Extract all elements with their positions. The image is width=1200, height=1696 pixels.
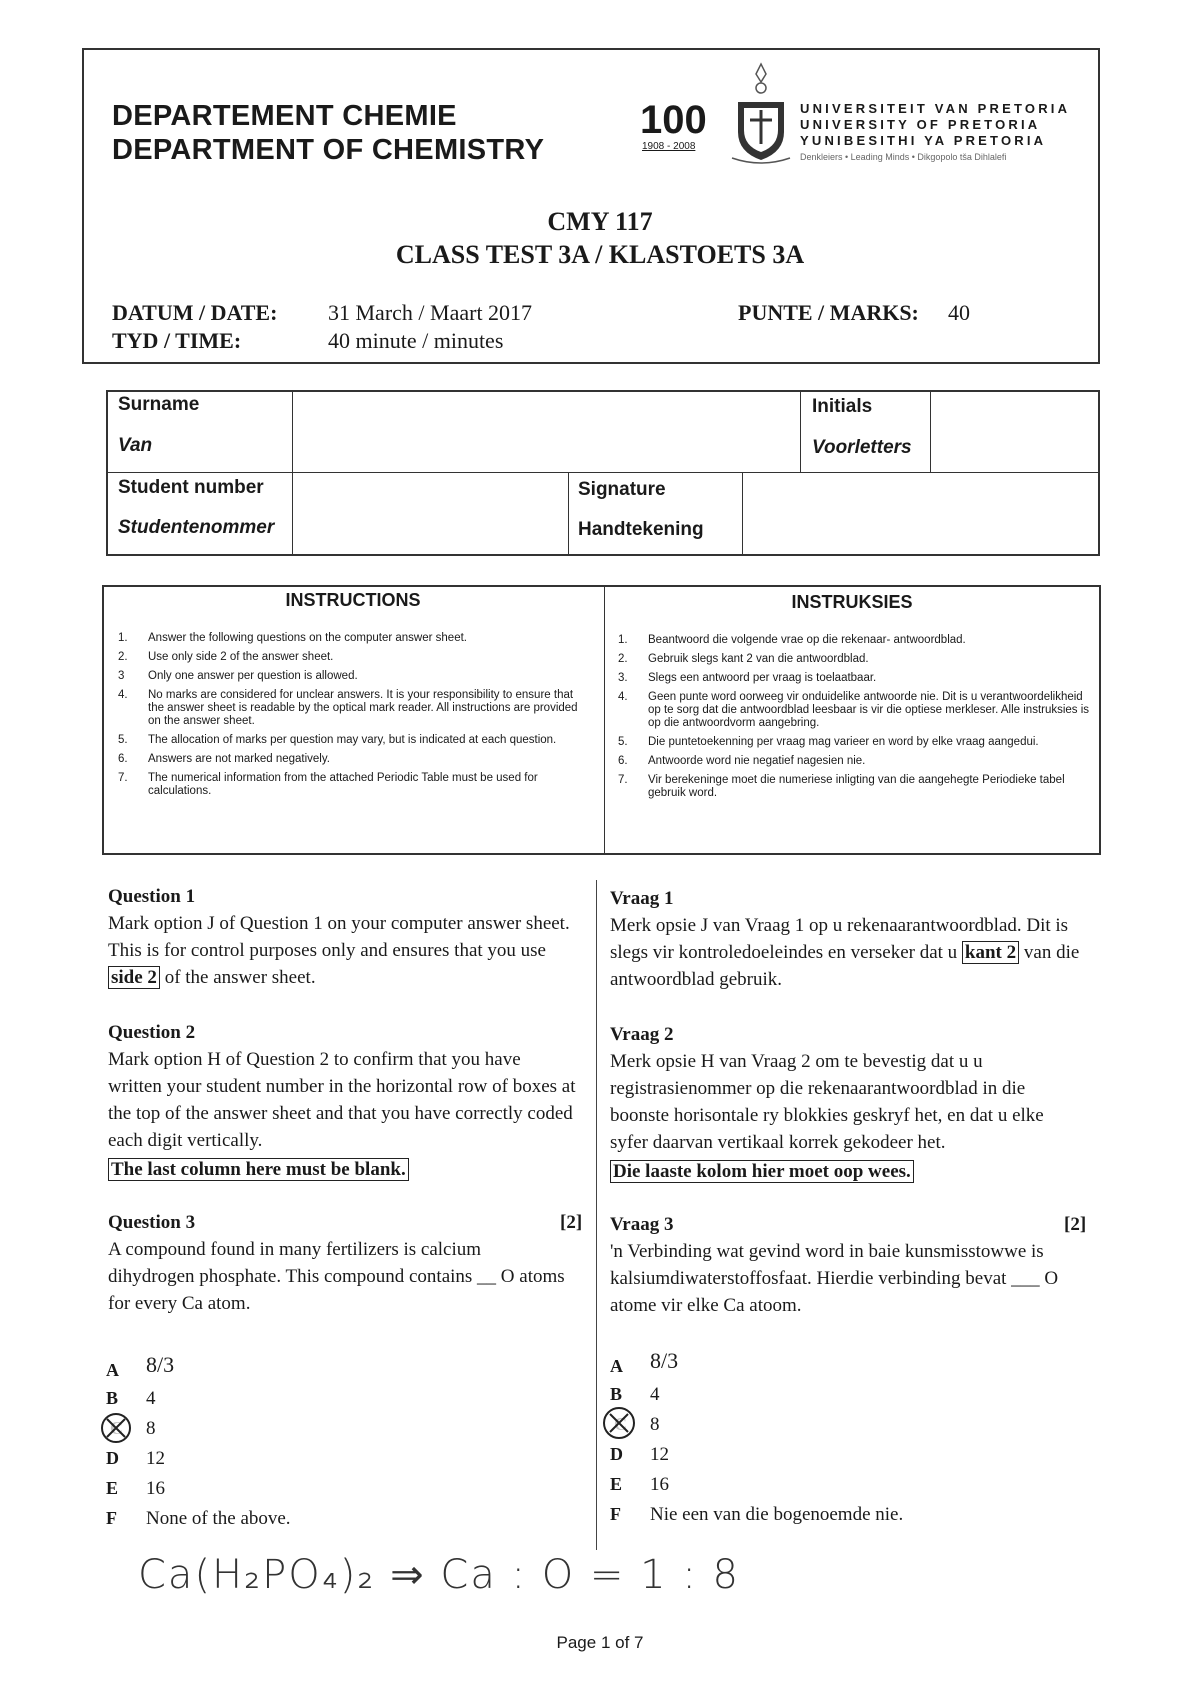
initials-label: Initials — [812, 396, 873, 417]
kant-2-highlight: kant 2 — [962, 941, 1019, 964]
question-2-boxed-note: The last column here must be blank. — [108, 1156, 409, 1183]
instruction-item: 1. Answer the following questions on the computer answer sheet. — [118, 632, 467, 644]
instruction-item: 3. Slegs een antwoord per vraag is toelaatbaar. — [618, 672, 877, 684]
student-number-label: Student number — [118, 477, 264, 498]
instruction-item: 2. Gebruik slegs kant 2 van die antwoordblad. — [618, 653, 869, 665]
university-name-sepedi: YUNIBESITHI YA PRETORIA — [800, 133, 1047, 148]
column-divider — [596, 880, 597, 1550]
marks-label: PUNTE / MARKS: — [738, 300, 919, 325]
instruction-item: 4. Geen punte word oorweeg vir onduidelike antwoorde nie. Dit is u verantwoordelikheid op te sorg dat die antwoordblad leesbaar is vir die optiese merkleser. Alle instruksies is op die antwoordvorm aangebring. — [618, 691, 1090, 729]
vraag-1-title: Vraag 1 — [610, 888, 674, 909]
instruction-item: 6. Antwoorde word nie negatief nagesien nie. — [618, 755, 866, 767]
student-number-input[interactable] — [292, 474, 562, 552]
signature-label: Signature — [578, 479, 666, 500]
question-2-text: Mark option H of Question 2 to confirm that you have written your student number in the horizontal row of boxes at the top of the answer sheet and that you have correctly coded each digit vertically. — [108, 1049, 576, 1151]
signature-input[interactable] — [744, 474, 1096, 552]
instructions-heading: INSTRUCTIONS — [285, 590, 421, 610]
question-3-marks: [2] — [560, 1212, 583, 1233]
vraag-3-marks: [2] — [1064, 1214, 1087, 1235]
centenary-logo-years: 1908 - 2008 — [642, 141, 696, 152]
instruction-item: 3 Only one answer per question is allowed. — [118, 670, 358, 682]
department-name-english: DEPARTMENT OF CHEMISTRY — [112, 134, 545, 166]
vraag-2-boxed-note: Die laaste kolom hier moet oop wees. — [610, 1158, 914, 1185]
test-title: CLASS TEST 3A / KLASTOETS 3A — [395, 240, 805, 269]
question-3-text: A compound found in many fertilizers is calcium dihydrogen phosphate. This compound contains __ O atoms for every Ca atom. — [108, 1239, 565, 1314]
university-motto: Denkleiers • Leading Minds • Dikgopolo tša Dihlalefi — [800, 152, 1007, 162]
time-label: TYD / TIME: — [112, 328, 242, 353]
signature-label-afrikaans: Handtekening — [578, 519, 704, 540]
centenary-logo-number: 100 — [640, 98, 707, 142]
vraag-2-title: Vraag 2 — [610, 1024, 674, 1045]
instruction-item: 5. Die puntetoekenning per vraag mag varieer en word by elke vraag aangedui. — [618, 736, 1039, 748]
question-1-text: Mark option J of Question 1 on your computer answer sheet. This is for control purposes only and ensures that you use side 2 of the answer sheet. — [108, 913, 570, 988]
university-name-english: UNIVERSITY OF PRETORIA — [800, 117, 1041, 132]
surname-label: Surname — [118, 394, 200, 415]
instructions-list-afrikaans — [612, 634, 1092, 806]
instruction-item: 7. Vir berekeninge moet die numeriese inligting van die aangehegte Periodieke tabel gebruik word. — [618, 774, 1065, 799]
question-2-title: Question 2 — [108, 1022, 196, 1043]
vraag-3-text: 'n Verbinding wat gevind word in baie kunsmisstowwe is kalsiumdiwaterstoffosfaat. Hierdie verbinding bevat ___ O atome vir elke Ca atoom. — [610, 1241, 1059, 1316]
surname-label-afrikaans: Van — [118, 435, 153, 456]
instruksies-heading: INSTRUKSIES — [791, 592, 913, 612]
page-number: Page 1 of 7 — [556, 1633, 644, 1652]
vraag-3-title: Vraag 3 — [610, 1214, 674, 1235]
university-crest-icon — [728, 60, 794, 164]
marks-value: 40 — [948, 300, 970, 325]
vraag-2-text: Merk opsie H van Vraag 2 om te bevestig dat u u registrasienommer op die rekenaarantwoordblad in die boonste horisontale ry blokkies geskryf het, en dat u elke syfer daarvan vertikaal korrek gekodeer het. — [610, 1051, 1044, 1153]
instruction-item: 6. Answers are not marked negatively. — [118, 753, 330, 765]
surname-input[interactable] — [292, 394, 796, 468]
instruction-item: 2. Use only side 2 of the answer sheet. — [118, 651, 334, 663]
university-name-afrikaans: UNIVERSITEIT VAN PRETORIA — [800, 101, 1071, 116]
date-value: 31 March / Maart 2017 — [328, 300, 533, 325]
instruction-item: 5. The allocation of marks per question may vary, but is indicated at each question. — [118, 734, 557, 746]
instruction-item: 7. The numerical information from the attached Periodic Table must be used for calculations. — [118, 772, 538, 797]
time-value: 40 minute / minutes — [328, 328, 504, 353]
instruction-item: 1. Beantwoord die volgende vrae op die rekenaar- antwoordblad. — [618, 634, 966, 646]
question-3-title: Question 3 — [108, 1212, 196, 1233]
course-code: CMY 117 — [547, 207, 653, 236]
side-2-highlight: side 2 — [108, 966, 160, 989]
student-number-label-afrikaans: Studentenommer — [118, 517, 275, 538]
initials-input[interactable] — [932, 394, 1096, 468]
question-1-title: Question 1 — [108, 886, 196, 907]
instructions-list-english — [112, 632, 592, 804]
initials-label-afrikaans: Voorletters — [812, 437, 912, 458]
date-label: DATUM / DATE: — [112, 300, 278, 325]
instruction-item: 4. No marks are considered for unclear answers. It is your responsibility to ensure that the answer sheet is readable by the optical mark reader. All instructions are provided on the answer sheet. — [118, 689, 578, 727]
department-name-afrikaans: DEPARTEMENT CHEMIE — [112, 100, 457, 132]
vraag-1-text: Merk opsie J van Vraag 1 op u rekenaarantwoordblad. Dit is slegs vir kontroledoeleindes en verseker dat u kant 2 van die antwoordblad gebruik. — [610, 915, 1080, 990]
handwritten-working: Ca(H₂PO₄)₂ ⇒ Ca : O = 1 : 8 — [138, 1552, 740, 1598]
